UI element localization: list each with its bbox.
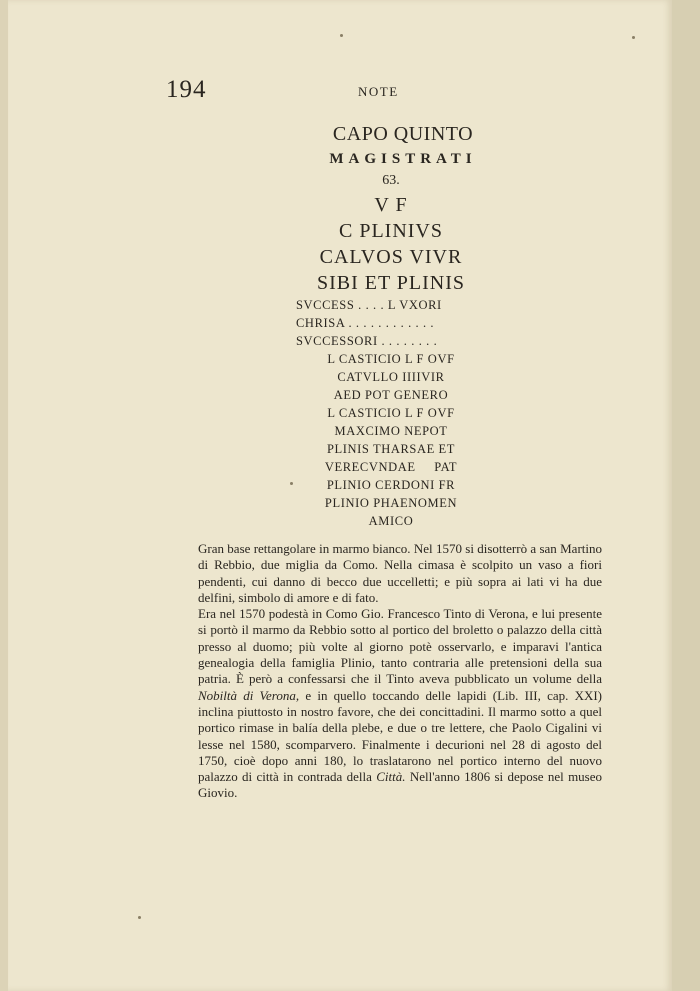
inscription-line: AMICO (368, 514, 414, 528)
inscription-line: SVCCESS . . . . L VXORI (296, 298, 442, 312)
inscription-line: PLINIO PHAENOMEN (324, 496, 458, 510)
running-head: NOTE (358, 84, 399, 99)
inscription-line: PLINIO CERDONI FR (326, 478, 456, 492)
inscription-line: V F (374, 194, 408, 216)
commentary-paragraph (198, 606, 602, 802)
paper-speck (632, 36, 635, 39)
paper-speck (340, 34, 343, 37)
book-title-italic: Nobiltà di Verona, (198, 687, 300, 703)
inscription-line: SIBI ET PLINIS (316, 272, 466, 294)
chapter-title: CAPO QUINTO (332, 123, 474, 145)
inscription-number: 63. (382, 173, 400, 188)
inscription-line: CALVOS VIVR (319, 246, 463, 268)
commentary-text (198, 541, 602, 802)
inscription-block (226, 120, 556, 530)
inscription-line: AED POT GENERO (333, 388, 449, 402)
page-edge (672, 0, 700, 991)
commentary-text-run: e in quello toccando delle lapidi (Lib. III, cap. XXI) inclina piuttosto in nostro favore, che dei concittadini. Il marmo sotto a quel portico rimase in balía della plebe, e due o tre lettere, che Paolo Cigalini vi lesse nel 1580, scomparvero. Finalmente i decurioni nel 28 di agosto del 1750, cioè dopo anni 180, lo traslatarono nel portico interno del nuovo palazzo di città in contrada della (198, 687, 603, 785)
inscription-line: SVCCESSORI . . . . . . . . (296, 334, 438, 348)
book-page (8, 0, 672, 991)
page-number: 194 (166, 76, 207, 103)
inscription-line: L CASTICIO L F OVF (327, 406, 455, 420)
inscription-line: PLINIS THARSAE ET (326, 442, 456, 456)
commentary-text-run: Nell'anno 1806 si depose nel museo Giovio. (198, 769, 603, 801)
paper-speck (138, 916, 141, 919)
inscription-line: CHRISA . . . . . . . . . . . . (296, 316, 435, 330)
chapter-subtitle: MAGISTRATI (329, 151, 477, 167)
inscription-line: CATVLLO IIIIVIR (337, 370, 445, 384)
commentary-paragraph: Gran base rettangolare in marmo bianco. Nel 1570 si disotterrò a san Martino di Rebbio, due miglia da Como. Nella cimasa è scolpito un vaso a fiori pendenti, cui danno di becco due uccelletti; e più sopra ai lati vi ha due delfini, simbolo di amore e di fato. (198, 541, 602, 605)
inscription-line: L CASTICIO L F OVF (327, 352, 455, 366)
commentary-text-run: Era nel 1570 podestà in Como Gio. Francesco Tinto di Verona, e lui presente si portò il marmo da Rebbio sotto al portico del broletto o palazzo della città presso al duomo; più volte al giorno potè osservarlo, e imparavi l'antica genealogia della famiglia Plinio, tanto contraria alle pretensioni della sua patria. È però a confessarsi che il Tinto aveva pubblicato un volume della (198, 606, 602, 687)
inscription-line: VERECVNDAE PAT (324, 460, 458, 474)
inscription-line: C PLINIVS (338, 220, 443, 242)
inscription-line: MAXCIMO NEPOT (334, 424, 448, 438)
place-name-italic: Città. (376, 769, 406, 785)
